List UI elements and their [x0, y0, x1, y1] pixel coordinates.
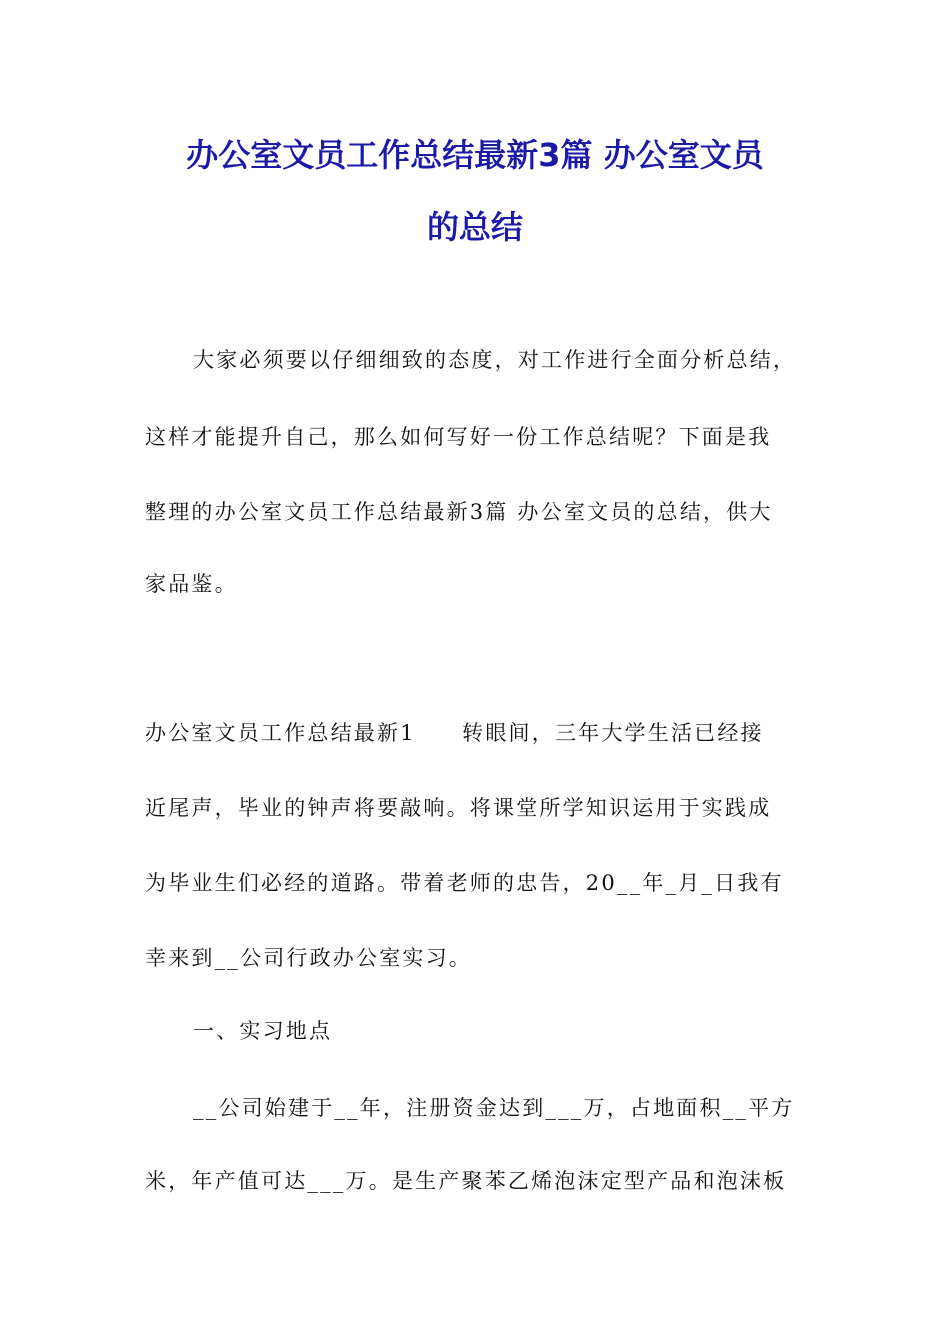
paragraph-line: 米，年产值可达___万。是生产聚苯乙烯泡沫定型产品和泡沫板	[145, 1169, 787, 1193]
paragraph-line: 近尾声，毕业的钟声将要敲响。将课堂所学知识运用于实践成	[145, 796, 772, 820]
paragraph-line: 大家必须要以仔细细致的态度，对工作进行全面分析总结，	[193, 348, 797, 372]
paragraph-line: 为毕业生们必经的道路。带着老师的忠告，20__年_月_日我有	[145, 871, 784, 895]
document-title-line-2: 的总结	[426, 208, 523, 246]
paragraph-line: 这样才能提升自己，那么如何写好一份工作总结呢？下面是我	[145, 425, 772, 449]
paragraph-line: 家品鉴。	[145, 572, 238, 596]
paragraph-line: __公司始建于__年，注册资金达到___万，占地面积__平方	[193, 1096, 795, 1120]
paragraph-line: 整理的办公室文员工作总结最新3篇 办公室文员的总结，供大	[145, 500, 773, 524]
paragraph-line: 办公室文员工作总结最新1 转眼间，三年大学生活已经接	[145, 721, 764, 745]
section-heading: 一、实习地点	[193, 1019, 333, 1043]
paragraph-line: 幸来到__公司行政办公室实习。	[145, 946, 472, 970]
document-title-line-1: 办公室文员工作总结最新3篇 办公室文员	[186, 136, 764, 174]
